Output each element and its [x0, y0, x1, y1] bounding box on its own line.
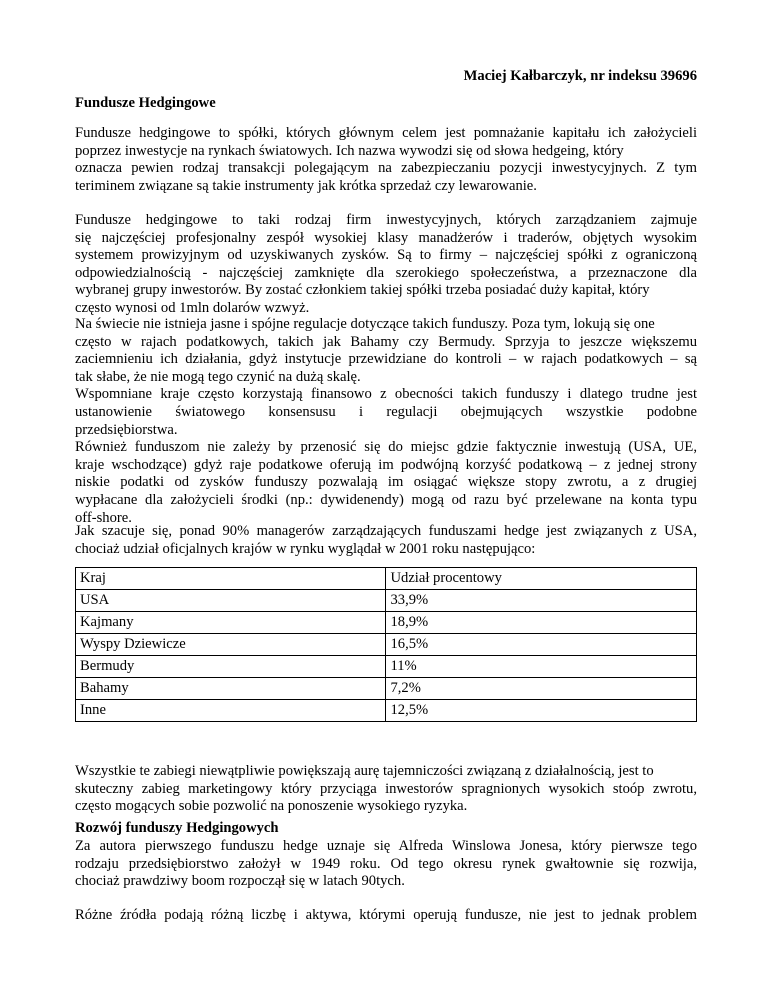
text-line: oznacza pewien rodzaj transakcji polegającym na zabezpieczaniu pozycji inwestycyjnych. Z tym	[75, 160, 697, 177]
table-row	[76, 612, 697, 634]
text-line: poprzez inwestycje na rynkach światowych. Ich nazwa wywodzi się od słowa hedgeing, który	[75, 142, 624, 159]
text-line: skuteczny zabieg marketingowy który przyciąga inwestorów spragnionych wysokich stoóp zwrotu,	[75, 780, 697, 797]
table-cell-country: USA	[76, 590, 386, 612]
table-cell-country: Bermudy	[76, 656, 386, 678]
paragraph-definition	[75, 212, 697, 318]
paragraph-marketing	[75, 763, 697, 816]
table-cell-share: 12,5%	[386, 700, 697, 722]
text-line: Wspomniane kraje często korzystają finansowo z obecności takich funduszy i dlatego trudne jest	[75, 386, 697, 403]
text-line: przedsiębiorstwa.	[75, 421, 178, 438]
table-header-cell: Kraj	[76, 568, 386, 590]
table-cell-share: 33,9%	[386, 590, 697, 612]
text-line: wybranej grupy inwestorów. By zostać członkiem takiej spółki trzeba posiadać duży kapitał, który	[75, 282, 650, 299]
table-row	[76, 700, 697, 722]
table-row	[76, 634, 697, 656]
text-line: Na świecie nie istnieja jasne i spójne regulacje dotyczące takich funduszy. Poza tym, lokują się one	[75, 316, 655, 332]
text-line: Za autora pierwszego funduszu hedge uznaje się Alfreda Winslowa Jonesa, który pierwsze tego	[75, 838, 697, 854]
paragraph-history	[75, 838, 697, 891]
text-line: niskie podatki od zysków funduszy pozwalają im osiągać większe stopy zwrotu, a z drugiej	[75, 474, 697, 491]
text-line: zaciemnieniu ich działania, gdyż instytucje przewidziane do kontroli – w rajach podatkowych – są	[75, 351, 697, 368]
text-line: Fundusze hedgingowe to spółki, których głównym celem jest pomnażanie kapitału ich założycieli	[75, 125, 697, 141]
paragraph-regulations	[75, 316, 697, 527]
section-heading-development: Rozwój funduszy Hedgingowych	[75, 820, 279, 836]
table-cell-share: 16,5%	[386, 634, 697, 656]
text-line: kraje wschodzące) gdyż raje podatkowe oferują im podwójną korzyść podatkową – z jednej strony	[75, 456, 697, 473]
text-line: wypłacane dla założycieli środki (np.: dywidenendy) mogą od razu być przelewane na konta typu	[75, 491, 697, 508]
text-line: chociaż prawdziwy boom rozpoczął się w latach 90tych.	[75, 873, 405, 890]
text-line: rodzaju przedsiębiorstwo założył w 1949 roku. Od tego okresu rynek gwałtownie się rozwija,	[75, 855, 697, 872]
text-line: ustanowienie światowego konsensusu i regulacji obejmujących wszystkie podobne	[75, 403, 697, 420]
country-share-table	[75, 567, 697, 722]
text-line: Fundusze hedgingowe to taki rodzaj firm inwestycyjnych, których zarządzaniem zajmuje	[75, 212, 697, 228]
text-line: Różne źródła podają różną liczbę i aktywa, którymi operują fundusze, nie jest to jednak problem	[75, 907, 697, 923]
text-line: często w rajach podatkowych, takich jak Bahamy czy Bermudy. Sprzyja to jeszcze większemu	[75, 333, 697, 350]
table-cell-share: 7,2%	[386, 678, 697, 700]
table-cell-share: 11%	[386, 656, 697, 678]
paragraph-intro	[75, 125, 697, 195]
text-line: systemem prowizyjnym od uzyskiwanych zysków. Są to firmy – najczęściej spółki z ograniczoną	[75, 247, 697, 264]
table-row	[76, 590, 697, 612]
table-row	[76, 656, 697, 678]
table-row	[76, 678, 697, 700]
text-line: odpowiedzialnością - najczęściej zamknięte dla szerokiego społeczeństwa, a przeznaczone dla	[75, 264, 697, 281]
text-line: Jak szacuje się, ponad 90% managerów zarządzających funduszami hedge jest związanych z USA,	[75, 523, 697, 539]
text-line: Również funduszom nie zależy by przenosić się do miejsc gdzie faktycznie inwestują (USA, UE,	[75, 439, 697, 456]
text-line: się najczęściej profesjonalny zespół wysokiej klasy manadżerów i traderów, objętych wysokim	[75, 229, 697, 246]
table-cell-country: Wyspy Dziewicze	[76, 634, 386, 656]
table-header-row	[76, 568, 697, 590]
table-cell-country: Inne	[76, 700, 386, 722]
table-cell-country: Kajmany	[76, 612, 386, 634]
table-cell-share: 18,9%	[386, 612, 697, 634]
table-cell-country: Bahamy	[76, 678, 386, 700]
text-line: tak słabe, że nie mogą tego czynić na dużą skalę.	[75, 368, 361, 385]
text-line: teriminem związane są takie instrumenty jak krótka sprzedaż czy lewarowanie.	[75, 177, 537, 194]
text-line: Wszystkie te zabiegi niewątpliwie powiększają aurę tajemniczości związaną z działalnością, jest to	[75, 763, 654, 779]
paragraph-usa-share	[75, 523, 697, 558]
section-heading-hedge-funds: Fundusze Hedgingowe	[75, 95, 216, 111]
text-line: off-shore.	[75, 509, 132, 526]
paragraph-sources	[75, 907, 697, 925]
text-line: często mogących sobie pozwolić na ponoszenie wysokiego ryzyka.	[75, 798, 468, 815]
text-line: często wynosi od 1mln dolarów wzwyż.	[75, 299, 310, 316]
author-line: Maciej Kałbarczyk, nr indeksu 39696	[463, 68, 697, 84]
table-header-cell: Udział procentowy	[386, 568, 697, 590]
text-line: chociaż udział oficjalnych krajów w rynku wyglądał w 2001 roku następująco:	[75, 540, 536, 557]
